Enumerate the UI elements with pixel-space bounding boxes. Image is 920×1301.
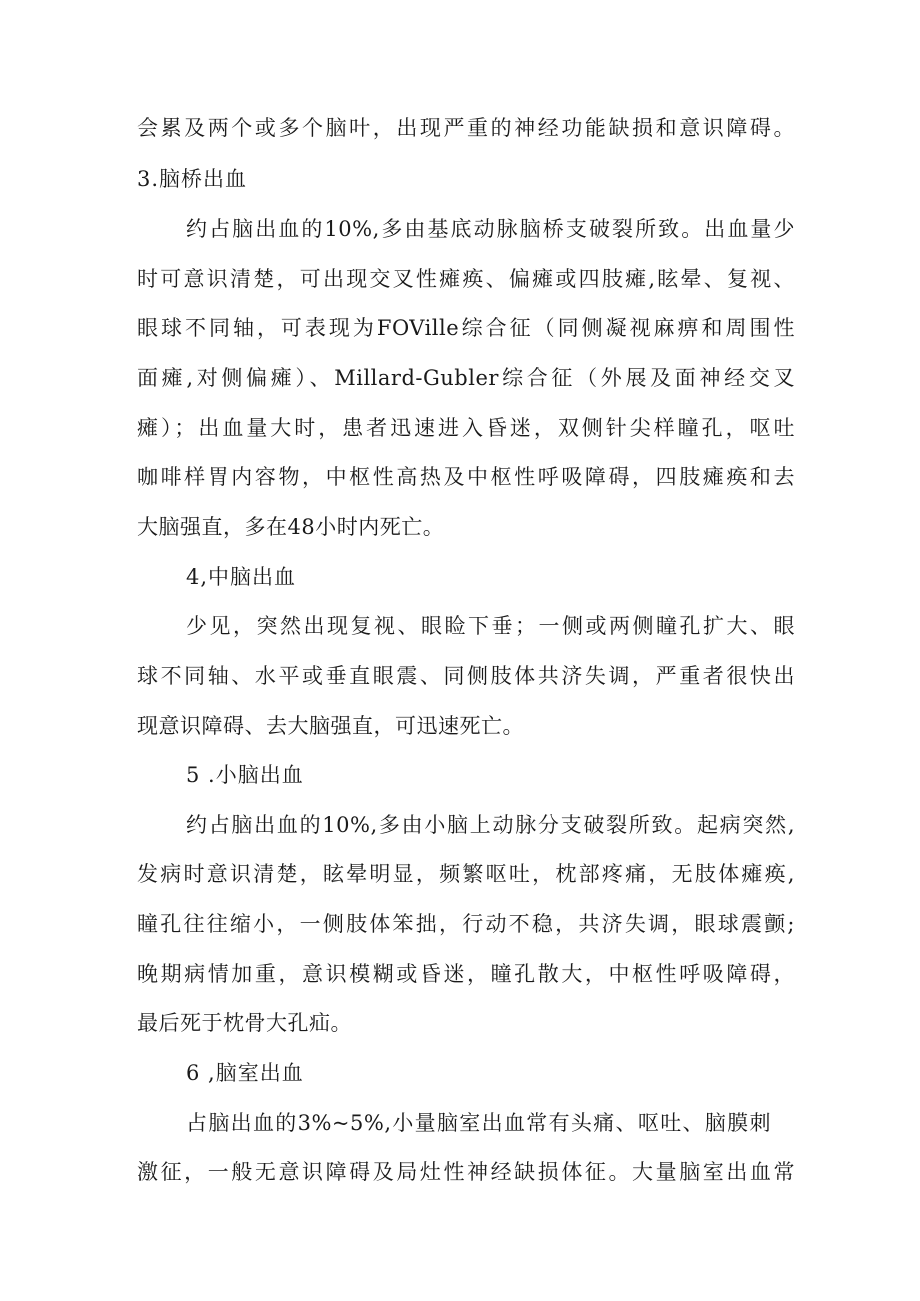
section-heading-pons: 3.脑桥出血: [137, 167, 248, 191]
paragraph-line: 约占脑出血的10%,多由小脑上动脉分支破裂所致。起病突然,: [186, 813, 795, 837]
paragraph-line: 激征，一般无意识障碍及局灶性神经缺损体征。大量脑室出血常: [137, 1160, 795, 1184]
paragraph-line: 约占脑出血的10%,多由基底动脉脑桥支破裂所致。出血量少: [186, 217, 795, 241]
paragraph-line: 会累及两个或多个脑叶，出现严重的神经功能缺损和意识障碍。: [137, 116, 795, 140]
section-heading-midbrain: 4,中脑出血: [186, 565, 297, 589]
paragraph-line: 面瘫,对侧偏瘫）、Millard-Gubler综合征（外展及面神经交叉: [137, 366, 795, 390]
paragraph-line: 时可意识清楚，可出现交叉性瘫痪、偏瘫或四肢瘫,眩晕、复视、: [137, 267, 795, 291]
paragraph-line: 大脑强直，多在48小时内死亡。: [137, 515, 445, 539]
paragraph-line: 晚期病情加重，意识模糊或昏迷，瞳孔散大，中枢性呼吸障碍，: [137, 962, 795, 986]
section-heading-cerebellum: 5 .小脑出血: [186, 763, 304, 787]
section-heading-ventricle: 6 ,脑室出血: [186, 1061, 304, 1085]
paragraph-line: 少见，突然出现复视、眼睑下垂；一侧或两侧瞳孔扩大、眼: [186, 614, 795, 638]
paragraph-line: 眼球不同轴，可表现为FOVille综合征（同侧凝视麻痹和周围性: [137, 316, 795, 340]
paragraph-line: 发病时意识清楚，眩晕明显，频繁呕吐，枕部疼痛，无肢体瘫痪,: [137, 862, 795, 886]
paragraph-line: 球不同轴、水平或垂直眼震、同侧肢体共济失调，严重者很快出: [137, 664, 795, 688]
paragraph-line: 现意识障碍、去大脑强直，可迅速死亡。: [137, 714, 524, 738]
paragraph-line: 占脑出血的3%~5%,小量脑室出血常有头痛、呕吐、脑膜刺: [186, 1111, 771, 1135]
paragraph-line: 瞳孔往往缩小，一侧肢体笨拙，行动不稳，共济失调，眼球震颤;: [137, 912, 795, 936]
paragraph-line: 最后死于枕骨大孔疝。: [137, 1011, 352, 1035]
paragraph-line: 瘫）；出血量大时，患者迅速进入昏迷，双侧针尖样瞳孔，呕吐: [137, 416, 795, 440]
paragraph-line: 咖啡样胃内容物，中枢性高热及中枢性呼吸障碍，四肢瘫痪和去: [137, 465, 795, 489]
